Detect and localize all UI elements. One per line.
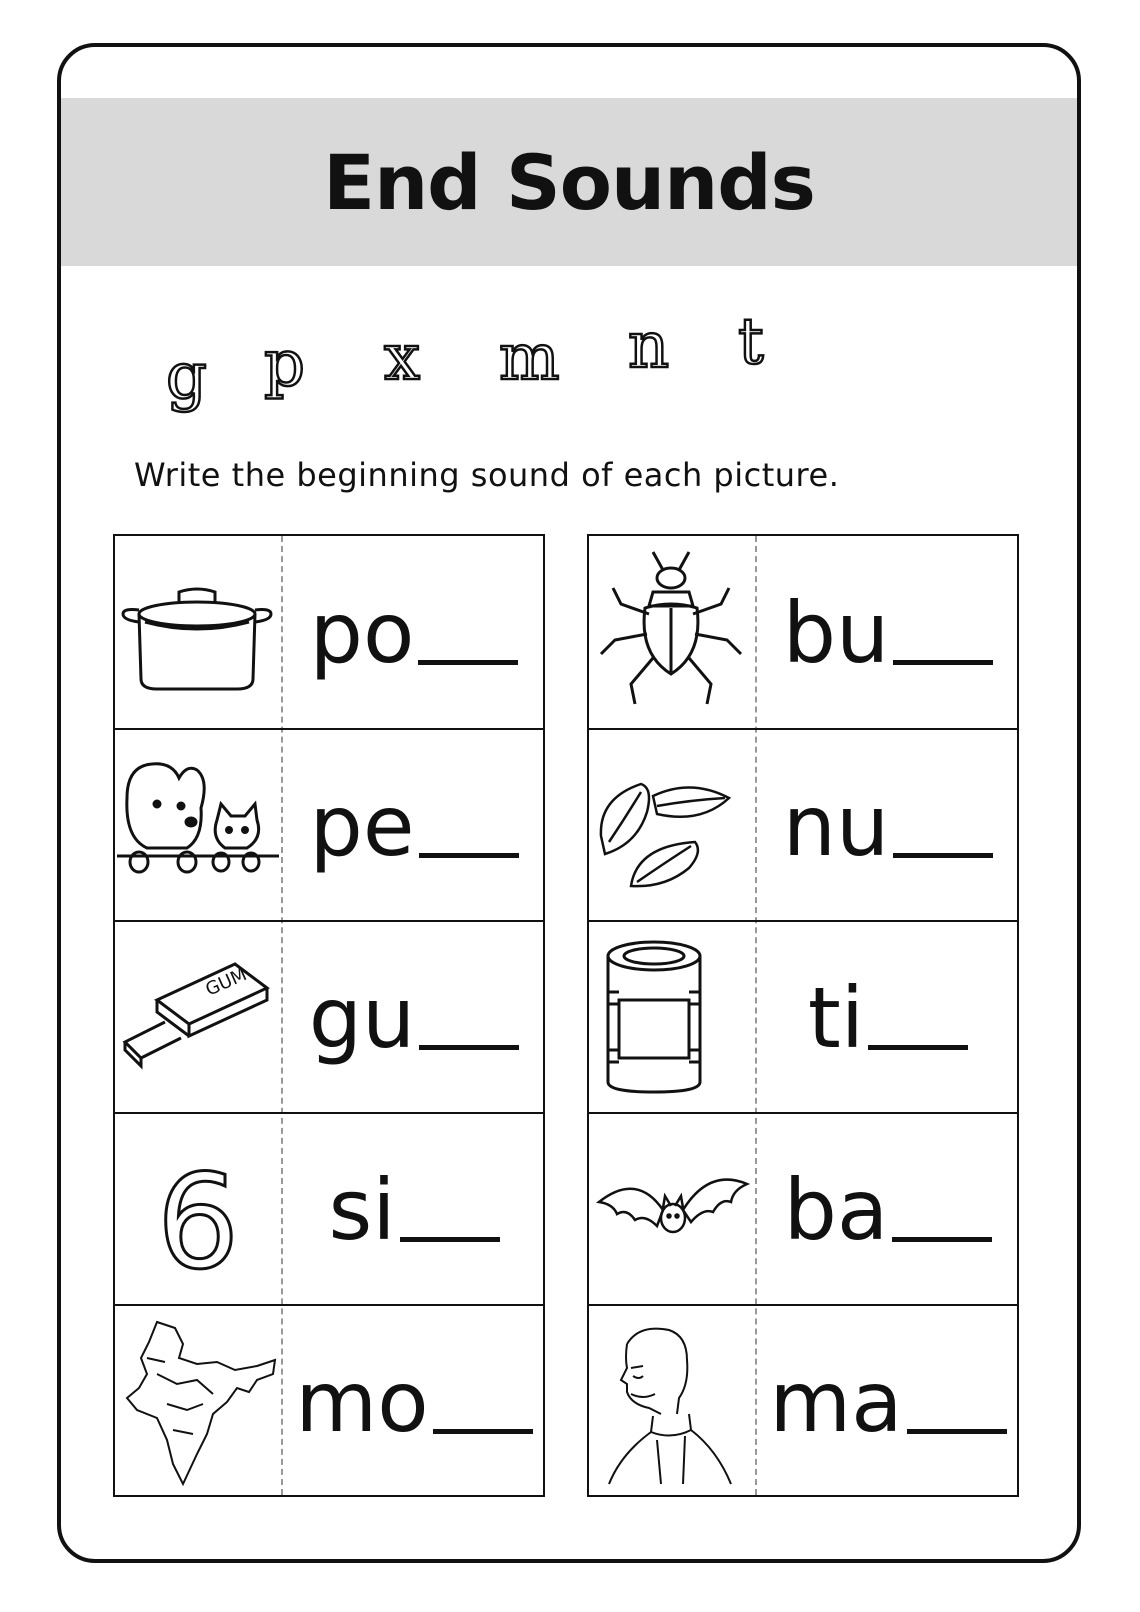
word-ti: ti bbox=[757, 922, 1019, 1113]
word-ma: ma bbox=[757, 1306, 1019, 1497]
answer-blank[interactable] bbox=[400, 1177, 500, 1242]
letter-m: m bbox=[499, 321, 560, 395]
list-item bbox=[115, 920, 543, 1113]
list-item bbox=[589, 1112, 1017, 1305]
tin-can-icon bbox=[591, 930, 753, 1108]
number-six-icon bbox=[117, 1122, 279, 1300]
answer-blank[interactable] bbox=[892, 1177, 992, 1242]
list-item bbox=[589, 728, 1017, 921]
page-title: End Sounds bbox=[323, 137, 815, 227]
six-label: 6 bbox=[156, 1146, 240, 1298]
answer-blank[interactable] bbox=[893, 793, 993, 858]
title-banner bbox=[61, 98, 1077, 266]
word-bu: bu bbox=[757, 536, 1019, 729]
list-item bbox=[589, 536, 1017, 729]
answer-blank[interactable] bbox=[419, 985, 519, 1050]
answer-blank[interactable] bbox=[419, 793, 519, 858]
letter-p: p bbox=[264, 327, 305, 401]
word-pe: pe bbox=[283, 730, 545, 921]
word-mo: mo bbox=[283, 1306, 545, 1497]
word-si: si bbox=[283, 1114, 545, 1305]
list-item bbox=[589, 1304, 1017, 1497]
list-item bbox=[589, 920, 1017, 1113]
answer-blank[interactable] bbox=[418, 600, 518, 665]
word-po: po bbox=[283, 536, 545, 729]
word-nu: nu bbox=[757, 730, 1019, 921]
man-icon bbox=[591, 1314, 753, 1492]
list-item bbox=[115, 1304, 543, 1497]
almonds-icon bbox=[591, 738, 753, 916]
word-ba: ba bbox=[757, 1114, 1019, 1305]
bat-icon bbox=[591, 1122, 753, 1300]
india-map-icon bbox=[117, 1314, 279, 1492]
instruction-text: Write the beginning sound of each picture. bbox=[134, 456, 840, 494]
answer-blank[interactable] bbox=[433, 1369, 533, 1434]
bug-icon bbox=[591, 544, 753, 722]
word-gu: gu bbox=[283, 922, 545, 1113]
gum-icon bbox=[117, 930, 279, 1108]
list-item bbox=[115, 536, 543, 729]
letter-x: x bbox=[384, 321, 421, 395]
pot-icon bbox=[117, 544, 279, 722]
right-column bbox=[587, 534, 1019, 1497]
letter-g: g bbox=[166, 340, 207, 414]
answer-blank[interactable] bbox=[893, 600, 993, 665]
gum-label: GUM bbox=[202, 964, 251, 1001]
puppy-kitten-icon bbox=[117, 738, 279, 916]
list-item bbox=[115, 1112, 543, 1305]
answer-blank[interactable] bbox=[868, 985, 968, 1050]
left-column bbox=[113, 534, 545, 1497]
letter-t: t bbox=[738, 305, 764, 379]
letter-n: n bbox=[628, 309, 670, 383]
answer-blank[interactable] bbox=[907, 1369, 1007, 1434]
list-item bbox=[115, 728, 543, 921]
